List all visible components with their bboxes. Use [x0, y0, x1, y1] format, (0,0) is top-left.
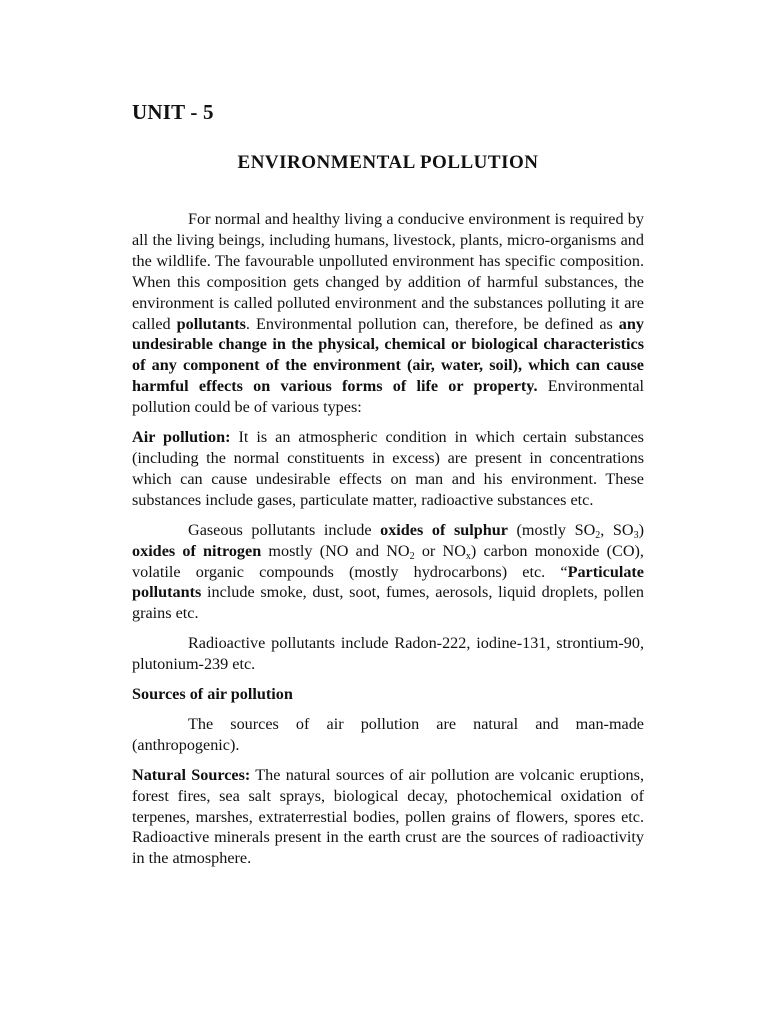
gaseous-text-7: ) carbon monoxide (CO), volatile organic compounds (mostly hydrocarbons) etc. “ — [132, 541, 644, 581]
natural-sources-term: Natural Sources: — [132, 765, 251, 784]
sources-paragraph: The sources of air pollution are natural and man-made (anthropogenic). — [132, 714, 644, 754]
subscript-so2: 2 — [595, 529, 601, 541]
gaseous-text-2: (mostly SO — [507, 520, 596, 539]
radioactive-paragraph: Radioactive pollutants include Radon-222, iodine-131, strontium-90, plutonium-239 etc. — [132, 634, 644, 674]
gaseous-bold-particulate: Particulate pollutants — [132, 562, 644, 602]
unit-label: UNIT - 5 — [132, 100, 214, 124]
intro-bold-definition: any undesirable change in the physical, chemical or biological characteristics of any component of the environment (air, water, soil), which can cause harmful effects on various forms of life or property. — [132, 314, 644, 396]
gaseous-text-3: , SO — [600, 520, 634, 539]
subscript-so3: 3 — [633, 529, 639, 541]
intro-text-3: Environmental pollution could be of various types: — [132, 377, 644, 417]
gaseous-text-6: or NO — [414, 541, 466, 560]
gaseous-text-1: Gaseous pollutants include — [188, 520, 381, 539]
gaseous-text-4: ) — [638, 520, 644, 539]
gaseous-pollutants-paragraph — [132, 520, 644, 625]
chapter-title: ENVIRONMENTAL POLLUTION — [237, 152, 539, 173]
air-pollution-paragraph — [132, 427, 644, 511]
air-pollution-text: It is an atmospheric condition in which certain substances (including the normal constituents in excess) are present in concentrations which can cause undesirable effects on man and his environment. These substances include gases, particulate matter, radioactive substances etc. — [132, 428, 644, 509]
natural-sources-paragraph — [132, 765, 644, 870]
natural-sources-text: The natural sources of air pollution are volcanic eruptions, forest fires, sea salt sprays, biological decay, photochemical oxidation of terpenes, marshes, extraterrestial bodies, pollen grains of flowers, spores etc. Radioactive minerals present in the earth crust are the sources of radioactivity in the atmosphere. — [132, 765, 644, 868]
sources-heading: Sources of air pollution — [132, 685, 293, 704]
subscript-nox: x — [465, 550, 471, 562]
subscript-no2: 2 — [409, 550, 415, 562]
intro-text-1: For normal and healthy living a conducive environment is required by all the living beings, including humans, livestock, plants, micro-organisms and the wildlife. The favourable unpolluted environment has specific composition. When this composition gets changed by addition of harmful substances, the environment is called polluted environment and the substances polluting it are called — [132, 210, 644, 333]
gaseous-bold-nitrogen: oxides of nitrogen — [132, 541, 262, 560]
gaseous-text-5: mostly (NO and NO — [261, 541, 410, 560]
intro-paragraph — [132, 209, 644, 418]
gaseous-bold-sulphur: oxides of sulphur — [380, 520, 508, 539]
body-text — [132, 209, 644, 941]
gaseous-text-8: include smoke, dust, soot, fumes, aerosols, liquid droplets, pollen grains etc. — [132, 583, 644, 623]
air-pollution-term: Air pollution: — [132, 428, 231, 447]
intro-text-2: . Environmental pollution can, therefore, be defined as — [245, 314, 619, 333]
intro-bold-pollutants: pollutants — [176, 314, 246, 333]
